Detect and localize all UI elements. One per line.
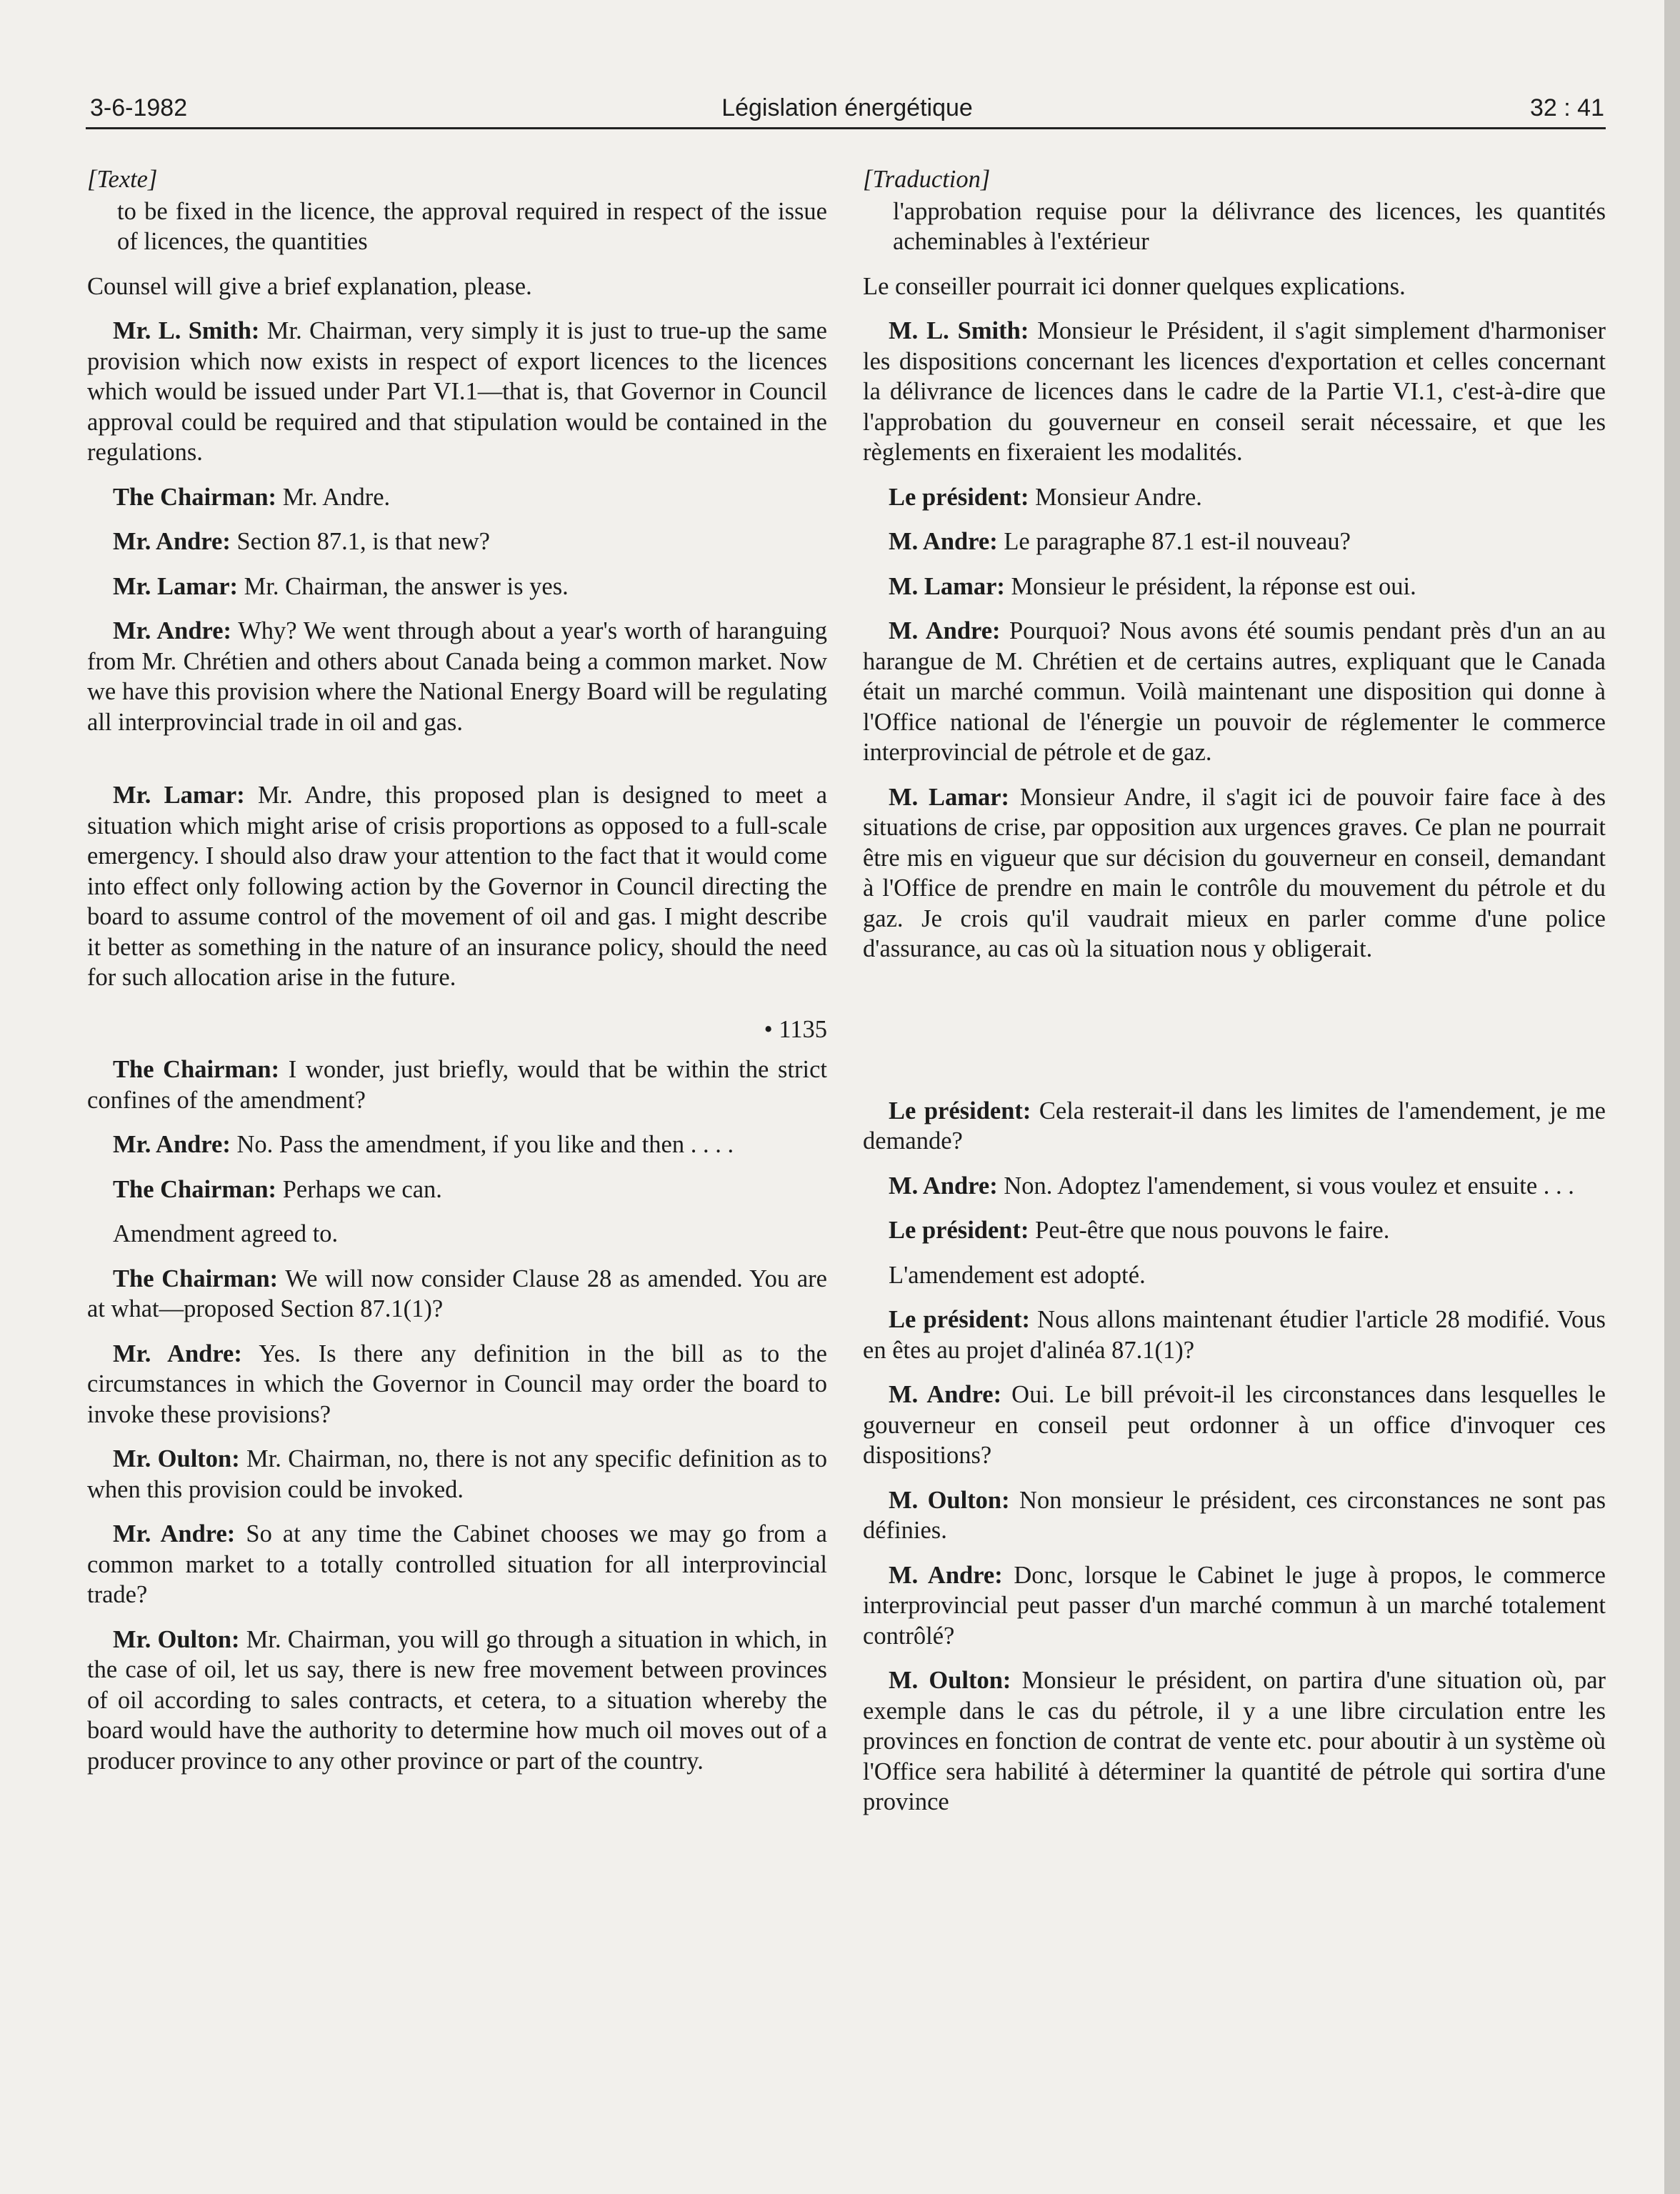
dialogue-entry — [863, 482, 1606, 513]
dialogue-entry — [87, 316, 827, 468]
speaker-name: M. Andre: — [889, 528, 998, 555]
speech-text: Perhaps we can. — [276, 1175, 442, 1203]
speaker-name: Mr. L. Smith: — [113, 317, 260, 344]
dialogue-entry — [87, 482, 827, 513]
dialogue-entry — [863, 782, 1606, 964]
speaker-name: The Chairman: — [113, 483, 277, 511]
speech-text: Le paragraphe 87.1 est-il nouveau? — [997, 528, 1351, 555]
speaker-name: The Chairman: — [113, 1175, 277, 1203]
speech-text: No. Pass the amendment, if you like and then . . . . — [230, 1131, 734, 1158]
dialogue-entry — [87, 780, 827, 993]
speaker-name: M. Andre: — [889, 1172, 998, 1200]
speaker-name: Mr. Andre: — [113, 1520, 236, 1547]
procedural-note — [87, 1219, 827, 1250]
speech-text: L'amendement est adopté. — [889, 1261, 1146, 1289]
column-label-text: Traduction — [872, 166, 981, 193]
dialogue-entry — [863, 316, 1606, 468]
dialogue-entry — [863, 1096, 1606, 1157]
speaker-name: Mr. Oulton: — [113, 1445, 240, 1472]
speaker-name: Mr. Lamar: — [113, 572, 239, 600]
header-rule — [86, 127, 1606, 129]
speaker-name: M. Andre: — [889, 617, 1001, 644]
speaker-name: M. Lamar: — [889, 783, 1010, 811]
speech-text: Monsieur Andre. — [1029, 483, 1202, 511]
spacer — [87, 752, 827, 780]
speaker-name: Le président: — [889, 1306, 1030, 1333]
speech-text: Mr. Chairman, no, there is not any specific definition as to when this provision could be invoked. — [87, 1445, 828, 1503]
header-page-number: 32 : 41 — [1530, 94, 1604, 121]
speech-text: Monsieur Andre, il s'agit ici de pouvoir faire face à des situations de crise, par opposition aux urgences graves. Ce plan ne pourrait être mis en vigueur que sur décision du gouverneur en conseil, demandant à l'Office de prendre en main le contrôle du mouvement du pétrole et du gaz. Je crois qu'il vaudrait mieux en parler comme d'une police d'assurance, au cas où la situation nous y obligerait. — [863, 783, 1606, 962]
speech-text: Mr. Chairman, you will go through a situation in which, in the case of oil, let us say, there is new free movement between provinces of oil according to sales contracts, et cetera, to a situation whereby the board would have the authority to determine how much oil moves out of a producer province to any other province or part of the country. — [87, 1625, 827, 1775]
speaker-name: Le président: — [889, 1217, 1029, 1244]
speech-text: Pourquoi? Nous avons été soumis pendant près d'un an au harangue de M. Chrétien et de certains autres, expliquant que le Canada était un marché commun. Voilà maintenant une disposition qui donne à l'Office national de l'énergie un pouvoir de réglementer le commerce interprovincial de pétrole et de gaz. — [863, 617, 1606, 766]
dialogue-entry — [863, 572, 1606, 602]
speech-text: Monsieur le président, la réponse est oui. — [1004, 572, 1416, 600]
speaker-name: M. Andre: — [889, 1381, 1002, 1408]
dialogue-entry — [87, 1130, 827, 1160]
french-column — [863, 164, 1606, 1832]
speech-text: Mr. Chairman, the answer is yes. — [238, 572, 569, 600]
dialogue-entry — [87, 616, 827, 737]
speech-text: Oui. Le bill prévoit-il les circonstances dans lesquelles le gouverneur en conseil peut ordonner à un office d'invoquer ces dispositions? — [863, 1381, 1606, 1469]
column-label: [Texte] — [87, 166, 158, 193]
quoted-clause: l'approbation requise pour la délivrance des licences, les quantités acheminables à l'extérieur — [893, 197, 1606, 255]
speaker-name: Mr. Lamar: — [113, 782, 245, 809]
scan-edge — [1664, 0, 1680, 2194]
speech-text: I wonder, just briefly, would that be within the strict confines of the amendment? — [87, 1056, 827, 1114]
column-label: [Traduction] — [863, 166, 991, 193]
dialogue-entry — [863, 1380, 1606, 1471]
speaker-name: Mr. Andre: — [113, 1131, 231, 1158]
time-marker: • 1135 — [764, 1015, 827, 1043]
dialogue-entry — [863, 1171, 1606, 1202]
speech-text: Monsieur le Président, il s'agit simplement d'harmoniser les dispositions concernant les licences d'exportation et celles concernant la délivrance de licences dans le cadre de la Partie VI.1, c'est-à-dire que l'approbation du gouverneur en conseil serait nécessaire, et que les règlements en fixeraient les modalités. — [863, 317, 1606, 466]
speaker-name: Le président: — [889, 483, 1029, 511]
speaker-name: Mr. Oulton: — [113, 1625, 240, 1653]
dialogue-entry — [87, 527, 827, 557]
dialogue-entry — [87, 1054, 827, 1115]
dialogue-entry — [863, 1305, 1606, 1365]
speaker-name: Mr. Andre: — [113, 528, 231, 555]
procedural-note — [863, 1260, 1606, 1291]
dialogue-entry — [863, 1215, 1606, 1246]
speaker-name: The Chairman: — [113, 1056, 280, 1083]
speech-text: Non. Adoptez l'amendement, si vous voulez et ensuite . . . — [997, 1172, 1574, 1200]
running-header — [90, 90, 1604, 129]
speaker-name: The Chairman: — [113, 1265, 279, 1292]
dialogue-entry — [863, 527, 1606, 557]
header-title: Législation énergétique — [721, 94, 973, 121]
speech-text: Nous allons maintenant étudier l'article 28 modifié. Vous en êtes au projet d'alinéa 87.1(1)? — [863, 1306, 1606, 1364]
english-column — [87, 164, 827, 1790]
dialogue-entry — [87, 1264, 827, 1325]
dialogue-entry — [87, 572, 827, 602]
speech-text: Peut-être que nous pouvons le faire. — [1029, 1217, 1390, 1244]
speech-text: Section 87.1, is that new? — [230, 528, 490, 555]
speaker-name: M. Oulton: — [889, 1667, 1011, 1694]
dialogue-entry — [863, 616, 1606, 768]
speech-text: Donc, lorsque le Cabinet le juge à propos, le commerce interprovincial peut passer d'un marché commun à un marché totalement contrôlé? — [863, 1561, 1606, 1650]
dialogue-entry — [863, 1560, 1606, 1652]
speaker-name: M. Andre: — [889, 1561, 1003, 1589]
speaker-name: M. Oulton: — [889, 1486, 1010, 1514]
speech-text: Yes. Is there any definition in the bill as to the circumstances in which the Governor in Council may order the board to invoke these provisions? — [87, 1340, 827, 1428]
speaker-name: Mr. Andre: — [113, 1340, 242, 1367]
dialogue-entry — [863, 1665, 1606, 1817]
speech-text: Why? We went through about a year's worth of haranguing from Mr. Chrétien and others about Canada being a common market. Now we have this provision where the National Energy Board will be regulating all interprovincial trade in oil and gas. — [87, 617, 827, 736]
speech-text: Mr. Andre, this proposed plan is designed to meet a situation which might arise of crisis proportions as opposed to a full-scale emergency. I should also draw your attention to the fact that it would come into effect only following action by the Governor in Council directing the board to assume control of the movement of oil and gas. I might describe it better as something in the nature of an insurance policy, should the need for such allocation arise in the future. — [87, 782, 828, 991]
dialogue-entry — [87, 1444, 827, 1505]
intro-line: Le conseiller pourrait ici donner quelques explications. — [863, 272, 1406, 300]
speech-text: Amendment agreed to. — [113, 1220, 339, 1247]
speech-text: Cela resterait-il dans les limites de l'amendement, je me demande? — [863, 1097, 1606, 1155]
column-label-text: Texte — [96, 166, 148, 193]
spacer — [863, 1037, 1606, 1096]
speech-text: We will now consider Clause 28 as amended. You are at what—proposed Section 87.1(1)? — [87, 1265, 827, 1322]
speech-text: Mr. Andre. — [276, 483, 391, 511]
speaker-name: Le président: — [889, 1097, 1031, 1125]
speech-text: Non monsieur le président, ces circonstances ne sont pas définies. — [863, 1486, 1606, 1544]
dialogue-entry — [87, 1339, 827, 1430]
speech-text: Mr. Chairman, very simply it is just to true-up the same provision which now exists in respect of export licences to the licences which would be issued under Part VI.1—that is, that Governor in Council approval could be required and that stipulation would be contained in the regulations. — [87, 317, 827, 466]
quoted-clause: to be fixed in the licence, the approval required in respect of the issue of licences, the quantities — [117, 197, 827, 255]
dialogue-entry — [87, 1519, 827, 1610]
dialogue-entry — [87, 1175, 827, 1205]
header-date: 3-6-1982 — [90, 94, 188, 121]
speech-text: So at any time the Cabinet chooses we may go from a common market to a totally controlled situation for all interprovincial trade? — [87, 1520, 827, 1608]
intro-line: Counsel will give a brief explanation, please. — [87, 272, 532, 300]
speaker-name: M. L. Smith: — [889, 317, 1029, 344]
dialogue-entry — [863, 1485, 1606, 1546]
speaker-name: Mr. Andre: — [113, 617, 232, 644]
dialogue-entry — [87, 1625, 827, 1777]
spacer — [863, 979, 1606, 1037]
speech-text: Monsieur le président, on partira d'une situation où, par exemple dans le cas du pétrole, il y a une libre circulation entre les provinces en fonction de contrat de vente etc. pour aboutir à un système où l'Office sera habilité à déterminer la quantité de pétrole qui sortira d'une province — [863, 1667, 1606, 1815]
speaker-name: M. Lamar: — [889, 572, 1005, 600]
